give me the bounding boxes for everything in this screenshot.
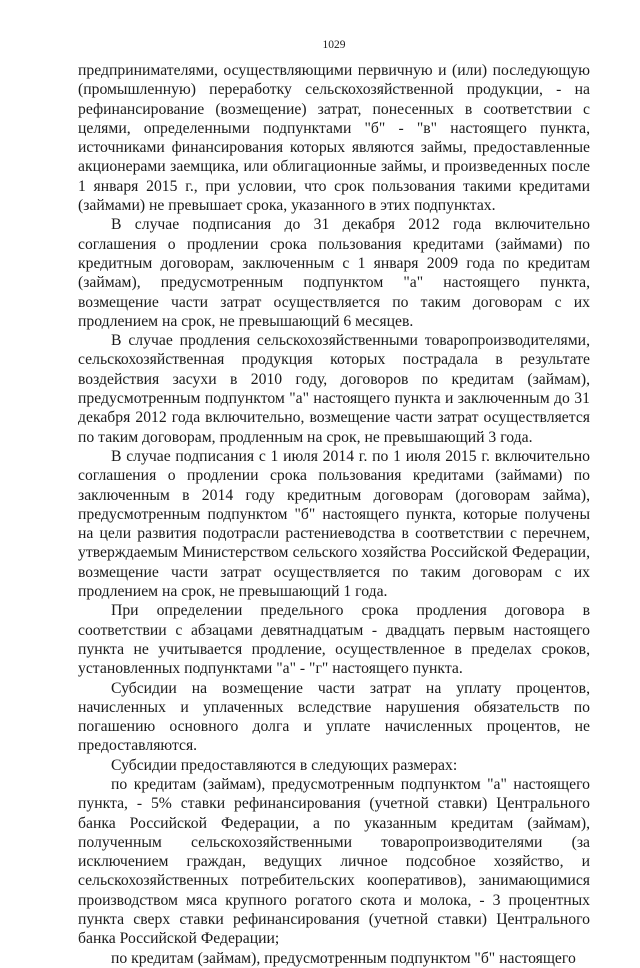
paragraph-2: В случае подписания до 31 декабря 2012 года включительно соглашения о продлении срока пользования кредитами (займами) по кредитным договорам, заключенным с 1 января 2009 года по кредитам (займам), предусмотренным подпунктом "а" настоящего пункта, возмещение части затрат осуществляется по таким договорам с их продлением на срок, не превышающий 6 месяцев. — [78, 216, 590, 330]
paragraph-7: Субсидии предоставляются в следующих размерах: — [111, 756, 458, 774]
paragraph-5: При определении предельного срока продления договора в соответствии с абзацами девятнадцатым - двадцать первым настоящего пункта не учитывается продление, осуществленное в пределах сроков, установленных подпунктами "а" - "г" настоящего пункта. — [78, 602, 590, 678]
paragraph-3: В случае продления сельскохозяйственными товаропроизводителями, сельскохозяйственная продукция которых пострадала в результате воздействия засухи в 2010 году, договоров по кредитам (займам), предусмотренным подпунктом "а" настоящего пункта и заключенным до 31 декабря 2012 года включительно, возмещение части затрат осуществляется по таким договорам, продленным на срок, не превышающий 3 года. — [78, 332, 590, 446]
paragraph-6: Субсидии на возмещение части затрат на уплату процентов, начисленных и уплаченных вследствие нарушения обязательств по погашению основного долга и уплате начисленных процентов, не предоставляются. — [78, 679, 590, 755]
paragraph-8: по кредитам (займам), предусмотренным подпунктом "а" настоящего пункта, - 5% ставки рефинансирования (учетной ставки) Центрального банка Российской Федерации, а по указанным кредитам (займам), полученным сельскохозяйственными товаропроизводителями (за исключением граждан, ведущих личное подсобное хозяйство, и сельскохозяйственных потребительских кооперативов), занимающимися производством мяса крупного рогатого скота и молока, - 3 процентных пункта сверх ставки рефинансирования (учетной ставки) Центрального банка Российской Федерации; — [78, 775, 590, 948]
paragraph-9: по кредитам (займам), предусмотренным подпунктом "б" настоящего — [111, 949, 576, 967]
paragraph-4: В случае подписания с 1 июля 2014 г. по 1 июля 2015 г. включительно соглашения о продлении срока пользования кредитами (займами) по заключенным в 2014 году кредитным договорам (договорам займа), предусмотренным подпунктом "б" настоящего пункта, которые получены на цели развития подотрасли растениеводства в соответствии с перечнем, утверждаемым Министерством сельского хозяйства Российской Федерации, возмещение части затрат осуществляется по таким договорам с их продлением на срок, не превышающий 1 года. — [78, 447, 590, 601]
page-number: 1029 — [322, 39, 346, 51]
document-page — [78, 38, 590, 968]
paragraph-1: предпринимателями, осуществляющими первичную и (или) последующую (промышленную) переработку сельскохозяйственной продукции, - на рефинансирование (возмещение) затрат, понесенных в соответствии с целями, определенными подпунктами "б" - "в" настоящего пункта, источниками финансирования которых являются займы, предоставленные акционерами заемщика, или облигационные займы, и произведенных после 1 января 2015 г., при условии, что срок пользования такими кредитами (займами) не превышает срока, указанного в этих подпунктах. — [78, 62, 590, 215]
